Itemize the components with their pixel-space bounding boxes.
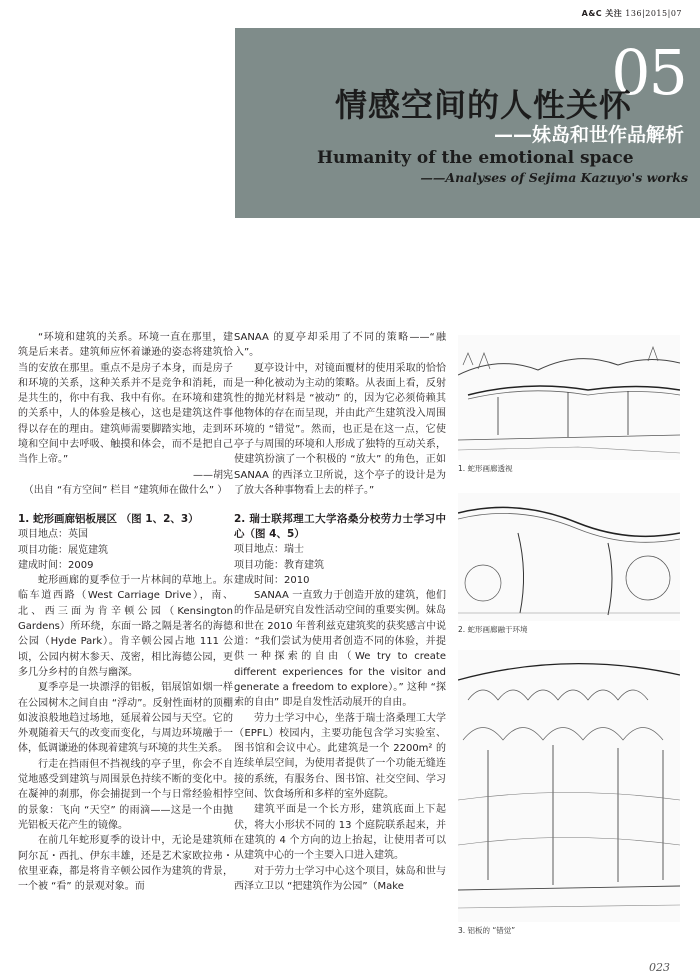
body-paragraph: 夏亭设计中，对镜面覆材的使用采取的恰恰是一种化被动为主动的策略。从表面上看，反射性的抛光材料是 “被动” 的，因为它必须倚赖其他物体的存在而呈现，并由此产生建筑没入周围环境的 “错觉”。然而，也正是在这一点，它使亭子与周围的环境和人形成了独特的互动关系，使建筑扮演了一个积极的 “放大” 的角色，正如 SANAA 的西泽立卫所说，这个亭子的设计是为了放大各种事物看上去的样子。” <box>234 362 446 496</box>
pavilion-in-environment-sketch <box>458 493 680 621</box>
section-label: 关注 <box>605 9 623 18</box>
running-head: A&C 关注 136|2015|07 <box>581 9 682 18</box>
body-paragraph: 建筑平面是一个长方形，建筑底面上下起伏，将大小形状不同的 13 个庭院联系起来，并在建筑的 4 个方向的边上抬起，让使用者可以从建筑中心的一个主要入口进入建筑。 <box>234 804 446 862</box>
figure-3-caption: 3. 铝板的 “错觉” <box>458 926 516 935</box>
figure-2 <box>458 493 680 635</box>
issue-year: 2015 <box>645 9 668 18</box>
epigraph-author: ——胡宪 <box>193 469 233 481</box>
page-number: 023 <box>649 961 670 974</box>
project-completion: 建成时间：2009 <box>18 559 94 571</box>
title-english: Humanity of the emotional space <box>317 148 634 168</box>
text-column-left <box>18 330 233 894</box>
article-number: 05 <box>611 36 686 109</box>
project-function: 项目功能：展览建筑 <box>18 544 108 556</box>
figure-1-caption: 1. 蛇形画廊透视 <box>458 464 513 473</box>
section-heading-serpentine: 1. 蛇形画廊铝板展区 （图 1、2、3） <box>18 513 199 526</box>
issue-number: 136 <box>625 9 643 18</box>
epigraph-quote: “环境和建筑的关系。环境一直在那里，建筑是后来者。建筑师应怀着谦逊的姿态将建筑恰当的安放在那里。重点不是房子本身，而是房子和环境的关系，这种关系并不是竞争和消耗，而是共生的，你中有我、我中有你。在环境和建筑的关系中，人的体验是核心，这也是建筑这件事得以存在的理由。建筑师需要脚踏实地，走到环境和空间中去呼吸、触摸和体会，而不是把自己当作上帝。” <box>18 332 233 466</box>
body-paragraph: 夏季亭是一块漂浮的铝板，铝展馆如烟一样在公园树木之间自由 “浮动”。反射性面材的顶棚如波浪般地趋过场地，延展着公园与天空。它的外观随着天气的改变而变化，与周边环境融于一体，低调谦逊的体现着建筑与环境的共生关系。 <box>18 682 233 755</box>
project-location: 项目地点：瑞士 <box>234 544 304 556</box>
text-column-middle <box>234 330 446 894</box>
body-paragraph: SANAA 一直致力于创造开放的建筑，他们的作品是研究自发性活动空间的重要实例。妹岛和世在 2010 年普利兹克建筑奖的获奖感言中说道：“我们尝试为使用者创造不同的体验，并提供一种探索的自由（We try to create different experiences for the visitor and generate a freedom to explore）。” 这种 “探索的自由” 即是自发性活动展开的自由。 <box>234 590 446 709</box>
project-location: 项目地点：英国 <box>18 529 88 541</box>
section-heading-rolex: 2. 瑞士联邦理工大学洛桑分校劳力士学习中心（图 4、5） <box>234 513 446 541</box>
figure-3 <box>458 650 680 936</box>
body-paragraph: 蛇形画廊的夏季位于一片林间的草地上。东临车道西路（West Carriage Drive），南、北、西三面为肯辛顿公园（Kensington Gardens）所环绕，东面一路之隔是著名的海德公园（Hyde Park）。肯辛顿公园占地 111 公顷，公园内树木参天、茂密，相比海德公园，更多几分乡村的自然与幽深。 <box>18 575 233 678</box>
aluminium-illusion-sketch <box>458 650 680 922</box>
issue-month: 07 <box>670 9 682 18</box>
body-paragraph: SANAA 的夏亭却采用了不同的策略——“融入”。 <box>234 332 446 359</box>
body-paragraph: 行走在挡雨但不挡视线的亭子里，你会不自觉地感受到建筑与周围景色持续不断的变化中。在凝神的刹那，你会捕捉到一个与日常经验相悖的景象：飞向 “天空” 的雨滴——这是一个由抛光铝板天花产生的镜像。 <box>18 758 233 831</box>
body-paragraph: 在前几年蛇形夏季的设计中，无论是建筑师阿尔瓦・西扎、伊东丰雄，还是艺术家欧拉弗・依里亚森，都是将肯辛顿公园作为建筑的背景，一个被 “看” 的景观对象。而 <box>18 835 233 893</box>
byline: 文 / 《建筑与文化》第七期 “关注” 栏目编写组 <box>522 225 688 234</box>
project-function: 项目功能：教育建筑 <box>234 559 324 571</box>
subtitle-chinese: ——妹岛和世作品解析 <box>493 124 684 146</box>
header-band <box>235 28 700 234</box>
subtitle-english: ——Analyses of Sejima Kazuyo's works <box>420 170 688 185</box>
project-completion: 建成时间：2010 <box>234 574 310 586</box>
pavilion-perspective-sketch <box>458 335 680 460</box>
body-paragraph: 劳力士学习中心，坐落于瑞士洛桑理工大学（EPFL）校园内，主要功能包含学习实验室、图书馆和会议中心。此建筑是一个 2200m² 的连续单层空间，为使用者提供了一个功能无缝连接的系统，有服务台、图书馆、社交空间、学习空间、饮食场所和多样的室外庭院。 <box>234 712 446 801</box>
journal-logo: A&C <box>581 9 603 18</box>
body-paragraph: 对于劳力士学习中心这个项目，妹岛和世与西泽立卫以 “把建筑作为公园”（Make <box>234 865 446 892</box>
figure-2-caption: 2. 蛇形画廊融于环境 <box>458 625 528 634</box>
figure-1 <box>458 335 680 474</box>
epigraph-source: （出自 “有方空间” 栏目 “建筑师在做什么” ） <box>23 484 228 496</box>
title-chinese: 情感空间的人性关怀 <box>335 86 633 124</box>
